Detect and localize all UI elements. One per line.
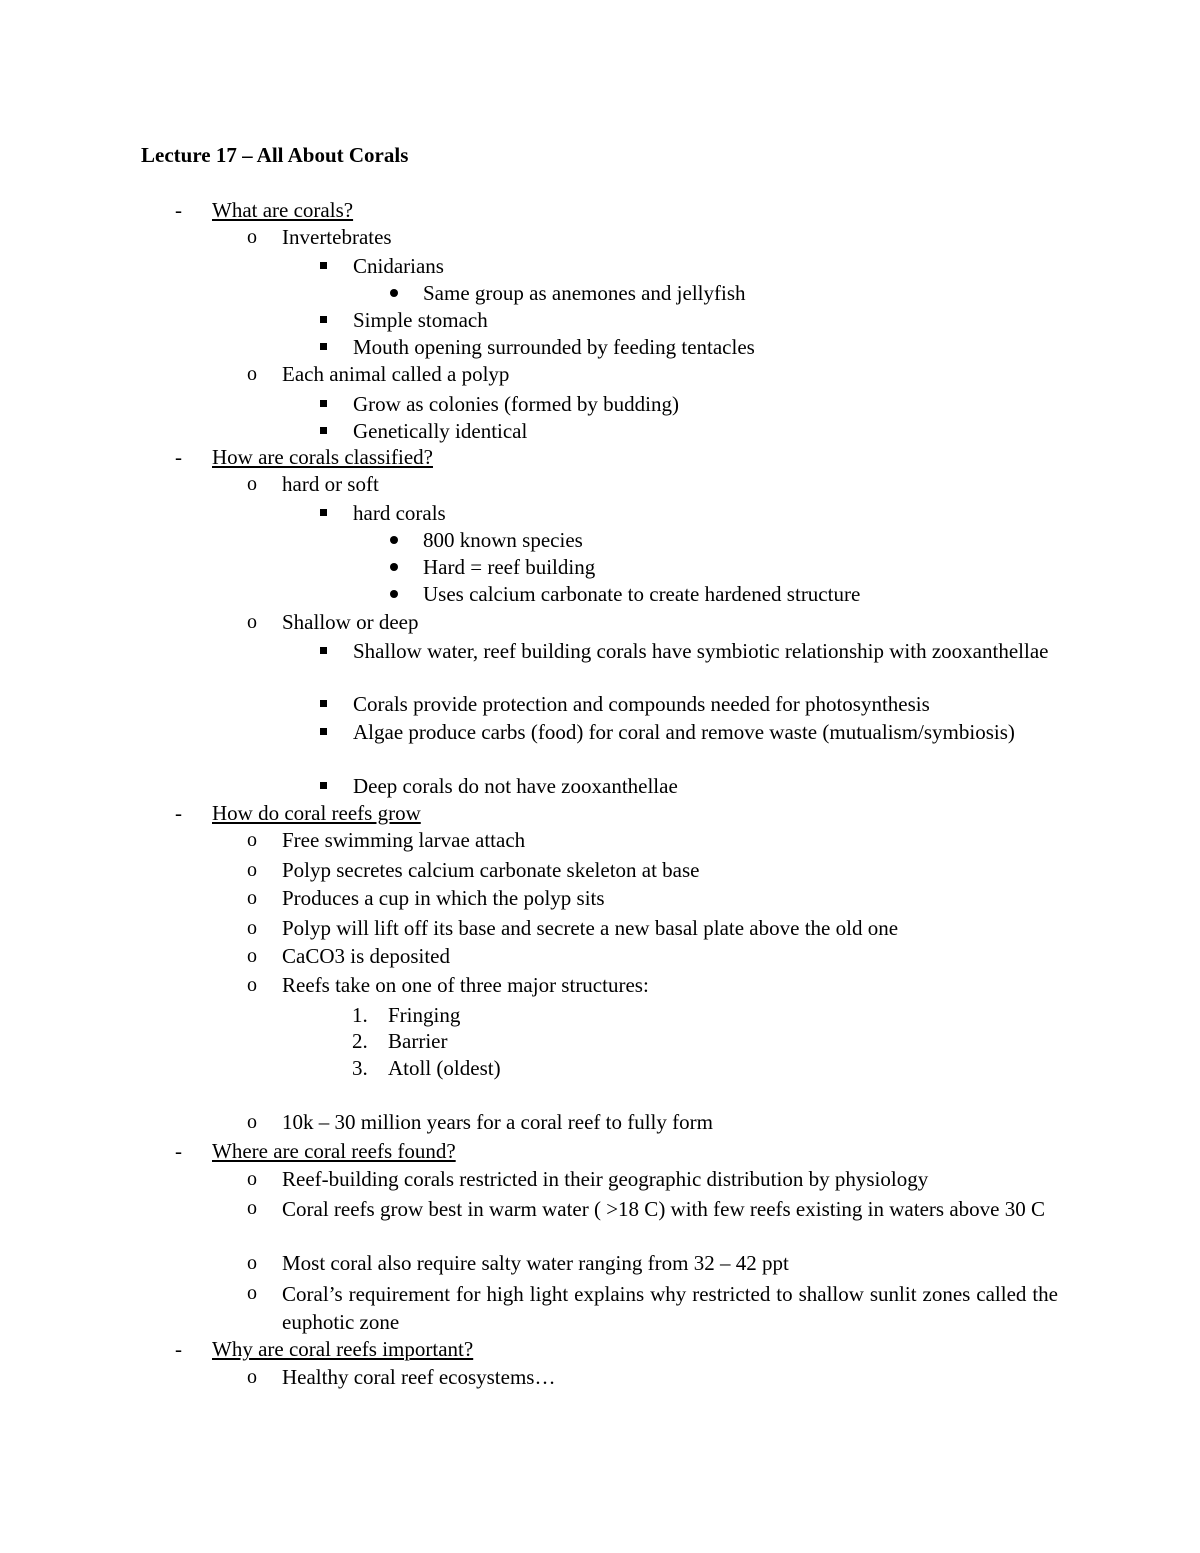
circle-bullet-marker: o xyxy=(247,1111,257,1133)
dash-bullet-marker: - xyxy=(175,1139,182,1163)
dot-bullet-marker xyxy=(390,289,398,297)
outline-item-text: CaCO3 is deposited xyxy=(282,944,450,968)
number-marker: 1. xyxy=(352,1003,368,1027)
outline-item-text: Atoll (oldest) xyxy=(388,1056,501,1080)
outline-item-text: Most coral also require salty water ranging from 32 – 42 ppt xyxy=(282,1251,789,1275)
outline-item-text: Healthy coral reef ecosystems… xyxy=(282,1365,556,1389)
dash-bullet-marker: - xyxy=(175,445,182,469)
outline-item-text: 10k – 30 million years for a coral reef to fully form xyxy=(282,1110,713,1134)
outline-item-text: Shallow water, reef building corals have symbiotic relationship with zooxanthellae xyxy=(353,639,1049,663)
square-bullet-marker xyxy=(320,343,327,350)
outline-item-text: Grow as colonies (formed by budding) xyxy=(353,392,680,416)
page-title: Lecture 17 – All About Corals xyxy=(141,143,409,167)
outline-item-text: Simple stomach xyxy=(353,308,488,332)
dash-bullet-marker: - xyxy=(175,801,182,825)
number-marker: 2. xyxy=(352,1029,368,1053)
outline-item-text: Same group as anemones and jellyfish xyxy=(423,281,746,305)
outline-item-text: Deep corals do not have zooxanthellae xyxy=(353,774,678,798)
square-bullet-marker xyxy=(320,700,327,707)
outline-item-text: Cnidarians xyxy=(353,254,444,278)
section-heading: Why are coral reefs important? xyxy=(212,1337,474,1361)
outline-item-text: Mouth opening surrounded by feeding tentacles xyxy=(353,335,755,359)
section-heading: How do coral reefs grow xyxy=(212,801,421,825)
square-bullet-marker xyxy=(320,427,327,434)
circle-bullet-marker: o xyxy=(247,611,257,633)
outline-item-text: 800 known species xyxy=(423,528,583,552)
outline-item-text: hard corals xyxy=(353,501,446,525)
circle-bullet-marker: o xyxy=(247,363,257,385)
outline-item-text: Uses calcium carbonate to create hardened structure xyxy=(423,582,861,606)
circle-bullet-marker: o xyxy=(247,917,257,939)
square-bullet-marker xyxy=(320,400,327,407)
outline-item-text: Hard = reef building xyxy=(423,555,596,579)
circle-bullet-marker: o xyxy=(247,226,257,248)
outline-item-text: Algae produce carbs (food) for coral and remove waste (mutualism/symbiosis) xyxy=(353,720,1015,744)
outline-item-text: Genetically identical xyxy=(353,419,528,443)
outline-item-text: Polyp secretes calcium carbonate skeleton at base xyxy=(282,858,700,882)
outline-item-text: Fringing xyxy=(388,1003,461,1027)
circle-bullet-marker: o xyxy=(247,1252,257,1274)
square-bullet-marker xyxy=(320,782,327,789)
circle-bullet-marker: o xyxy=(247,1168,257,1190)
dash-bullet-marker: - xyxy=(175,1337,182,1361)
square-bullet-marker xyxy=(320,262,327,269)
outline-item-text: Each animal called a polyp xyxy=(282,362,510,386)
outline-item-text: Produces a cup in which the polyp sits xyxy=(282,886,605,910)
outline-item-text: Barrier xyxy=(388,1029,448,1053)
circle-bullet-marker: o xyxy=(247,945,257,967)
outline-item-text: Coral reefs grow best in warm water ( >18 C) with few reefs existing in waters above 30 C xyxy=(282,1197,1045,1221)
circle-bullet-marker: o xyxy=(247,974,257,996)
circle-bullet-marker: o xyxy=(247,859,257,881)
number-marker: 3. xyxy=(352,1056,368,1080)
circle-bullet-marker: o xyxy=(247,887,257,909)
outline-item-text: Reef-building corals restricted in their geographic distribution by physiology xyxy=(282,1167,929,1191)
square-bullet-marker xyxy=(320,728,327,735)
dot-bullet-marker xyxy=(390,590,398,598)
circle-bullet-marker: o xyxy=(247,1282,257,1304)
square-bullet-marker xyxy=(320,316,327,323)
outline-item-text: Reefs take on one of three major structures: xyxy=(282,973,649,997)
section-heading: How are corals classified? xyxy=(212,445,433,469)
square-bullet-marker xyxy=(320,647,327,654)
circle-bullet-marker: o xyxy=(247,829,257,851)
outline-item-text: Polyp will lift off its base and secrete a new basal plate above the old one xyxy=(282,916,899,940)
circle-bullet-marker: o xyxy=(247,1197,257,1219)
dot-bullet-marker xyxy=(390,563,398,571)
section-heading: What are corals? xyxy=(212,198,354,222)
outline-item-text: Corals provide protection and compounds needed for photosynthesis xyxy=(353,692,930,716)
outline-item-text: Coral’s requirement for high light explains why restricted to shallow sunlit zones called the euphotic zone xyxy=(282,1282,1058,1334)
outline-item-text: Free swimming larvae attach xyxy=(282,828,526,852)
circle-bullet-marker: o xyxy=(247,1366,257,1388)
circle-bullet-marker: o xyxy=(247,473,257,495)
section-heading: Where are coral reefs found? xyxy=(212,1139,456,1163)
dash-bullet-marker: - xyxy=(175,198,182,222)
outline-item-text: Shallow or deep xyxy=(282,610,419,634)
square-bullet-marker xyxy=(320,509,327,516)
outline-item-text: Invertebrates xyxy=(282,225,392,249)
dot-bullet-marker xyxy=(390,536,398,544)
outline-item-text: hard or soft xyxy=(282,472,379,496)
